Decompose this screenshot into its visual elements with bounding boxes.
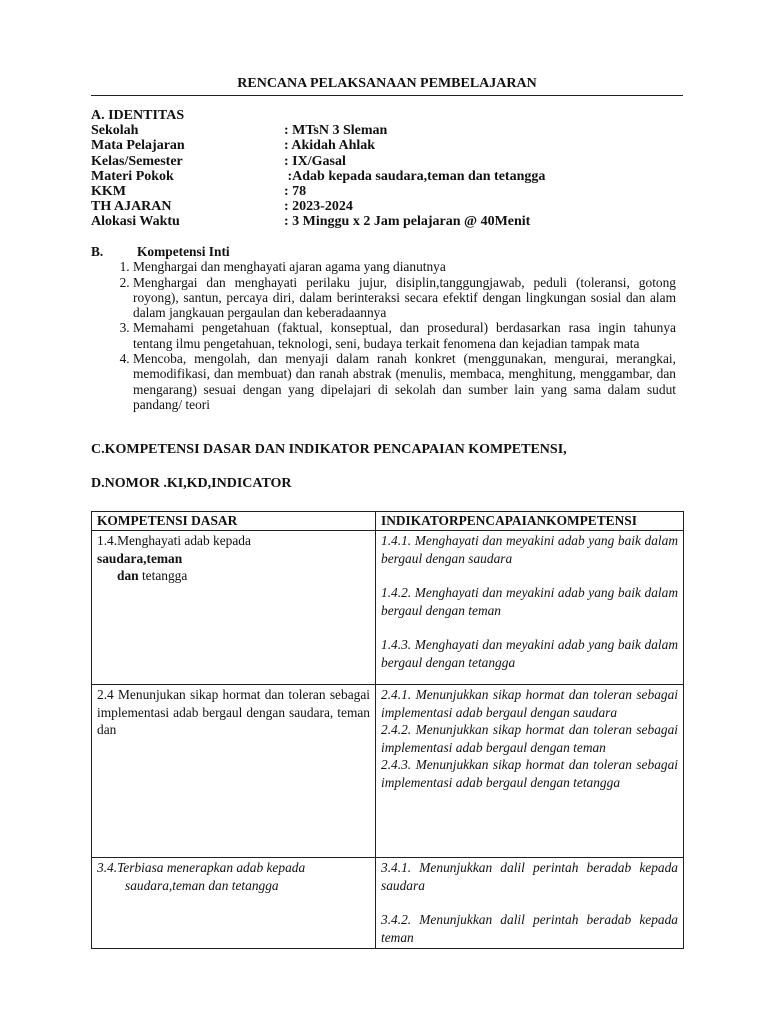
identitas-value: :Adab kepada saudara,teman dan tetangga xyxy=(284,168,546,184)
indicator-item: 3.4.1. Menunjukkan dalil perintah beradab kepada saudara xyxy=(381,860,678,893)
kd-text: saudara,teman dan tetangga xyxy=(125,877,279,893)
indicator-item: 1.4.3. Menghayati dan meyakini adab yang baik dalam bergaul dengan tetangga xyxy=(381,637,678,670)
indicator-item: 1.4.2. Menghayati dan meyakini adab yang baik dalam bergaul dengan teman xyxy=(381,585,678,618)
identitas-label: Materi Pokok xyxy=(91,168,174,184)
kd-cell xyxy=(92,531,376,685)
indicator-item: 1.4.1. Menghayati dan meyakini adab yang baik dalam bergaul dengan saudara xyxy=(381,533,678,566)
document-title: RENCANA PELAKSANAAN PEMBELAJARAN xyxy=(91,76,683,96)
identitas-heading: A. IDENTITAS xyxy=(91,108,185,123)
identitas-section xyxy=(91,108,545,230)
identitas-row xyxy=(91,214,545,229)
kd-cell xyxy=(92,858,376,949)
kd-text-bold: dan xyxy=(117,568,139,583)
identitas-value: : MTsN 3 Sleman xyxy=(284,123,388,139)
table-row xyxy=(92,685,684,858)
kd-text: 3.4.Terbiasa menerapkan adab kepada xyxy=(97,860,306,875)
identitas-label: Mata Pelajaran xyxy=(91,138,185,154)
identitas-label: TH AJARAN xyxy=(91,199,172,215)
identitas-value: : 2023-2024 xyxy=(284,199,353,215)
identitas-row xyxy=(91,184,545,199)
column-header: KOMPETENSI DASAR xyxy=(92,512,376,531)
identitas-value: : Akidah Ahlak xyxy=(284,138,376,154)
identitas-row xyxy=(91,154,545,169)
kd-cell xyxy=(92,685,376,858)
section-heading: Kompetensi Inti xyxy=(137,244,230,259)
table-row xyxy=(92,858,684,949)
section-letter: B. xyxy=(91,244,104,259)
indicator-item: 2.4.1. Menunjukkan sikap hormat dan toleran sebagai implementasi adab bergaul dengan saudara xyxy=(381,687,678,720)
indicator-item: 2.4.3. Menunjukkan sikap hormat dan toleran sebagai implementasi adab bergaul dengan tetangga xyxy=(381,757,678,790)
indicator-cell xyxy=(376,531,684,685)
indicator-item: 3.4.2. Menunjukkan dalil perintah beradab kepada teman xyxy=(381,912,678,945)
identitas-value: : IX/Gasal xyxy=(284,153,346,169)
kd-text-plain: tetangga xyxy=(141,568,188,583)
identitas-row xyxy=(91,138,545,153)
kompetensi-inti-list xyxy=(91,259,676,412)
identitas-value: : 3 Minggu x 2 Jam pelajaran @ 40Menit xyxy=(284,214,531,230)
kompetensi-inti-heading xyxy=(91,244,676,259)
identitas-row xyxy=(91,123,545,138)
kd-indicator-table xyxy=(91,511,684,949)
kompetensi-inti-section xyxy=(91,244,676,412)
identitas-row xyxy=(91,169,545,184)
kd-text: 1.4.Menghayati adab kepada xyxy=(97,533,251,548)
identitas-label: KKM xyxy=(91,184,126,200)
kd-text xyxy=(97,567,370,585)
column-header: INDIKATORPENCAPAIANKOMPETENSI xyxy=(376,512,684,531)
list-item: 4. Mencoba, mengolah, dan menyaji dalam ranah konkret (menggunakan, mengurai, merangkai, memodifikasi, dan membuat) dan ranah abstrak (menulis, membaca, menghitung, menggambar, dan mengarang) sesuai dengan yang dipelajari di sekolah dan sumber lain yang sama dalam sudut pandang/ teori xyxy=(133,351,676,412)
list-item: 3. Memahami pengetahuan (faktual, konseptual, dan prosedural) berdasarkan rasa ingin tahunya tentang ilmu pengetahuan, teknologi, seni, budaya terkait fenomena dan kejadian tampak mata xyxy=(133,320,676,351)
table-header-row xyxy=(92,512,684,531)
indicator-item: 2.4.2. Menunjukkan sikap hormat dan toleran sebagai implementasi adab bergaul dengan teman xyxy=(381,722,678,755)
indicator-cell xyxy=(376,858,684,949)
section-d-heading: D.NOMOR .KI,KD,INDICATOR xyxy=(91,476,292,491)
identitas-row xyxy=(91,199,545,214)
kd-text: 2.4 Menunjukan sikap hormat dan toleran sebagai implementasi adab bergaul dengan saudara, teman dan xyxy=(97,687,370,737)
list-item: 2. Menghargai dan menghayati perilaku jujur, disiplin,tanggungjawab, peduli (toleransi, gotong royong), santun, percaya diri, dalam berinteraksi secara efektif dengan lingkungan sosial dan alam dalam jangkauan pergaulan dan keberadaannya xyxy=(133,275,676,321)
section-c-heading: C.KOMPETENSI DASAR DAN INDIKATOR PENCAPAIAN KOMPETENSI, xyxy=(91,442,567,457)
identitas-label: Kelas/Semester xyxy=(91,153,183,169)
identitas-value: : 78 xyxy=(284,184,307,200)
table-row xyxy=(92,531,684,685)
identitas-label: Sekolah xyxy=(91,123,139,139)
kd-text: saudara,teman xyxy=(97,550,183,566)
list-item: 1. Menghargai dan menghayati ajaran agama yang dianutnya xyxy=(133,259,676,274)
indicator-cell xyxy=(376,685,684,858)
identitas-label: Alokasi Waktu xyxy=(91,214,180,230)
